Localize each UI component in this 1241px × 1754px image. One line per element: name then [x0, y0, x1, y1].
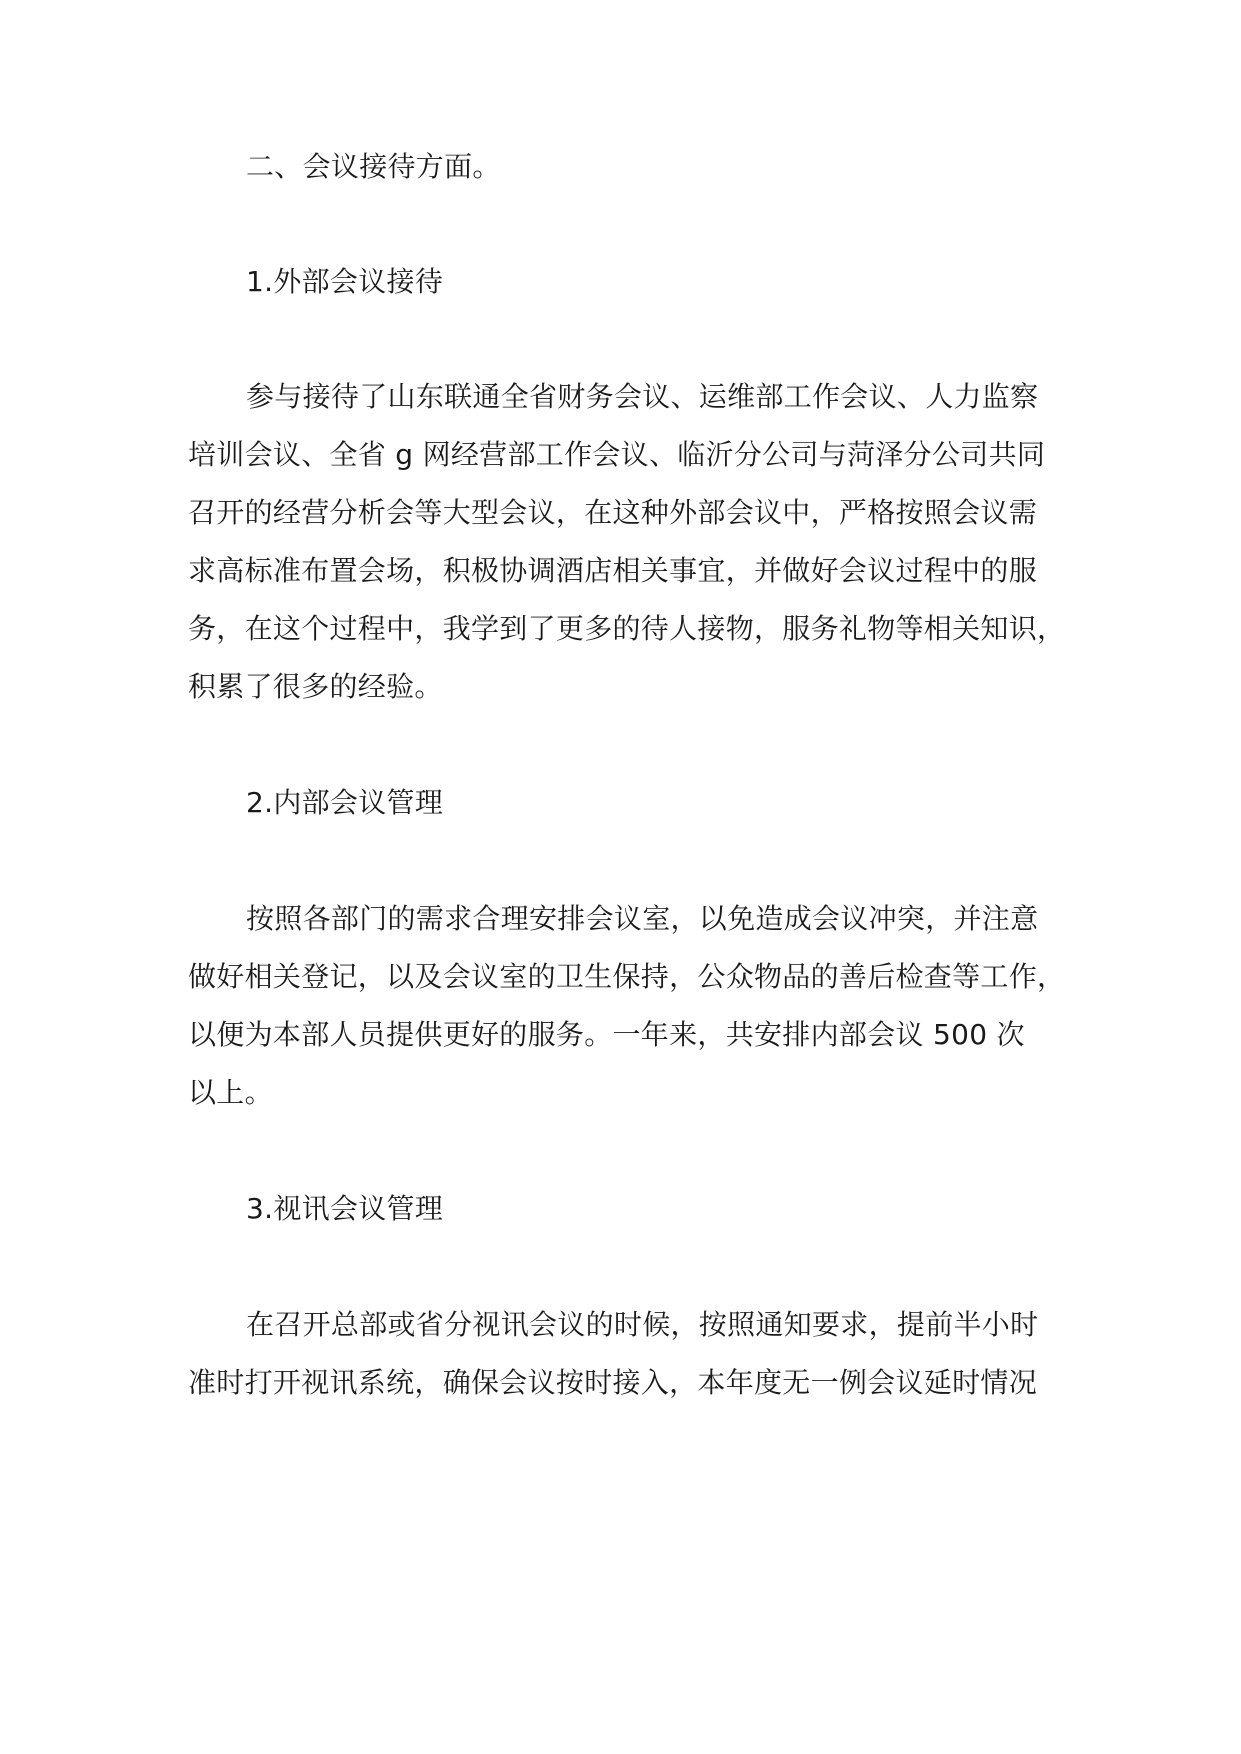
item1-heading: 1.外部会议接待	[246, 265, 444, 298]
item3-line-2: 准时打开视讯系统，确保会议按时接入，本年度无一例会议延时情况	[188, 1366, 1038, 1399]
item1-line-2: 培训会议、全省 g 网经营部工作会议、临沂分公司与菏泽分公司共同	[188, 438, 1046, 471]
item2-heading: 2.内部会议管理	[246, 786, 444, 819]
section-heading: 二、会议接待方面。	[246, 150, 501, 183]
item2-line-2: 做好相关登记，以及会议室的卫生保持，公众物品的善后检查等工作，	[188, 960, 1066, 993]
item1-line-5: 务，在这个过程中，我学到了更多的待人接物，服务礼物等相关知识，	[188, 612, 1066, 645]
item1-line-6: 积累了很多的经验。	[188, 670, 443, 703]
item2-line-3: 以便为本部人员提供更好的服务。一年来，共安排内部会议 500 次	[188, 1018, 1025, 1051]
item3-heading: 3.视讯会议管理	[246, 1192, 444, 1225]
item1-line-1: 参与接待了山东联通全省财务会议、运维部工作会议、人力监察	[246, 380, 1039, 413]
item3-line-1: 在召开总部或省分视讯会议的时候，按照通知要求，提前半小时	[246, 1308, 1039, 1341]
item1-line-4: 求高标准布置会场，积极协调酒店相关事宜，并做好会议过程中的服	[188, 554, 1038, 587]
item1-line-3: 召开的经营分析会等大型会议，在这种外部会议中，严格按照会议需	[188, 496, 1038, 529]
item2-line-4: 以上。	[188, 1076, 273, 1109]
item2-line-1: 按照各部门的需求合理安排会议室，以免造成会议冲突，并注意	[246, 902, 1039, 935]
